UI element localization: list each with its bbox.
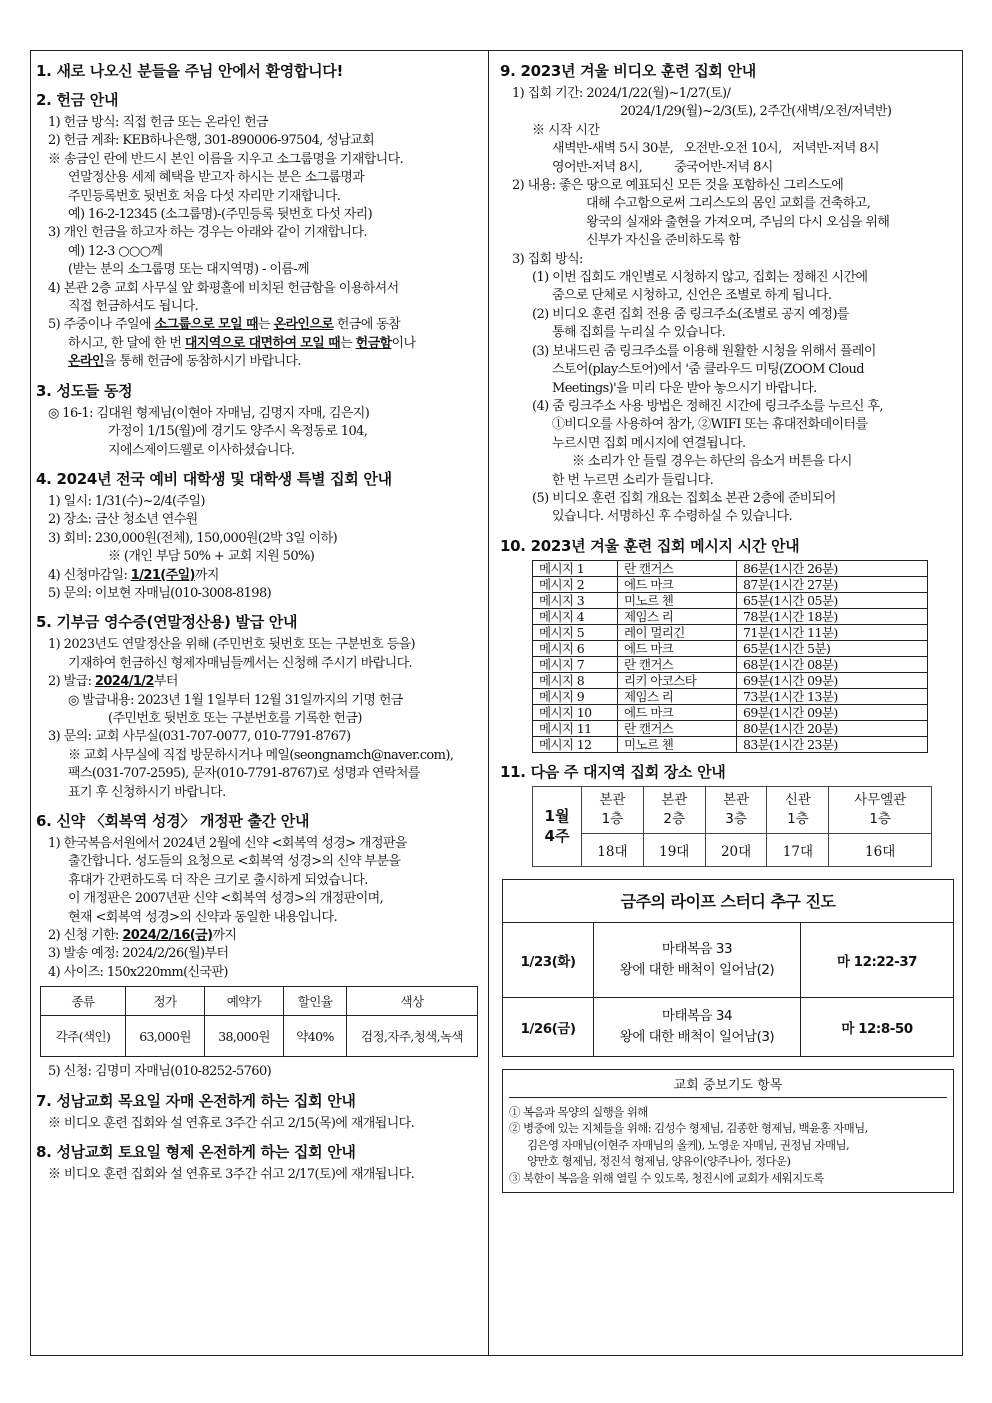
training-line: ※ 시작 시간 <box>532 122 600 138</box>
cell: 38,000원 <box>205 1016 284 1057</box>
section-video-training <box>500 60 956 527</box>
text: 2층 <box>663 810 686 827</box>
venue-name <box>767 786 829 833</box>
section-title: 2. 헌금 안내 <box>36 91 119 109</box>
receipt-line: ◎ 발급내용: 2023년 1월 1일부터 12월 31일까지의 기명 헌금 <box>68 692 403 708</box>
news-line: 가정이 1/15(월)에 경기도 양주시 옥정동로 104, <box>108 424 368 440</box>
message-speaker: 미노르 첸 <box>618 736 737 752</box>
section-donation-receipt <box>36 611 482 802</box>
training-line: (1) 이번 집회도 개인별로 시청하지 않고, 집회는 정해진 시간에 <box>532 270 868 286</box>
training-line: 있습니다. 서명하신 후 수령하실 수 있습니다. <box>552 509 792 525</box>
bible-price-table <box>40 986 478 1057</box>
text: 4) 신청마감일: <box>48 567 131 583</box>
message-number: 메시지 12 <box>533 736 618 752</box>
message-duration: 83분(1시간 23분) <box>737 736 928 752</box>
section-title: 7. 성남교회 목요일 자매 온전하게 하는 집회 안내 <box>36 1091 356 1110</box>
meeting-note: ※ 비디오 훈련 집회와 설 연휴로 3주간 쉬고 2/15(목)에 재개됩니다. <box>48 1115 415 1131</box>
header-cell: 종류 <box>41 987 126 1016</box>
training-line: 2024/1/29(월)~2/3(토), 2주간(새벽/오전/저녁반) <box>620 104 892 120</box>
text: 1월 <box>544 807 570 826</box>
message-speaker: 제임스 리 <box>618 688 737 704</box>
bible-contact: 5) 신청: 김명미 자매님(010-8252-5760) <box>48 1064 272 1080</box>
news-line: ◎ 16-1: 김대원 형제님(이현아 자매님, 김명지 자매, 김은지) <box>48 405 370 421</box>
section-title: 3. 성도들 동정 <box>36 381 133 400</box>
message-duration: 86분(1시간 26분) <box>737 560 928 576</box>
training-line: 2) 내용: 좋은 땅으로 예표되신 모든 것을 포함하신 그리스도에 <box>512 178 844 194</box>
message-duration: 68분(1시간 08분) <box>737 656 928 672</box>
offering-method: 1) 헌금 방식: 직접 헌금 또는 온라인 헌금 <box>48 115 269 130</box>
message-duration: 80분(1시간 20분) <box>737 720 928 736</box>
emphasis: 1/21(주일) <box>130 567 195 583</box>
receipt-line: 기재하여 헌금하신 형제자매님들께서는 신청해 주시기 바랍니다. <box>68 655 413 671</box>
text: 까지 <box>194 567 219 583</box>
message-speaker: 란 캔거스 <box>618 720 737 736</box>
venue-name <box>705 786 767 833</box>
emphasis: 대지역으로 대면하여 모일 때 <box>184 335 341 351</box>
text: 사무엘관 <box>854 791 907 808</box>
bible-line: 1) 한국복음서원에서 2024년 2월에 신약 <회복역 성경> 개정판을 <box>48 836 407 851</box>
emphasis: 2024/1/2 <box>94 674 154 690</box>
life-reference: 마 12:8-50 <box>801 997 954 1056</box>
table-row <box>533 592 928 608</box>
training-line: 스토어(play스토어)에서 '줌 클라우드 미팅(ZOOM Cloud <box>552 362 864 378</box>
section-title: 1. 새로 나오신 분들을 주님 안에서 환영합니다! <box>36 62 344 80</box>
table-row <box>533 576 928 592</box>
section-message-times <box>500 535 956 753</box>
header-cell: 색상 <box>347 987 478 1016</box>
cell: 63,000원 <box>126 1016 205 1057</box>
emphasis: 온라인 <box>68 354 104 370</box>
message-speaker: 미노르 첸 <box>618 592 737 608</box>
training-line: ※ 소리가 안 들릴 경우는 하단의 음소거 버튼을 다시 <box>572 454 852 470</box>
text: 는 <box>257 317 274 333</box>
venue-header-row <box>533 786 932 833</box>
message-number: 메시지 1 <box>533 560 618 576</box>
training-line: (2) 비디오 훈련 집회 전용 줌 링크주소(조별로 공지 예정)를 <box>532 306 849 322</box>
section-student-conference <box>36 468 482 603</box>
message-duration: 65분(1시간 5분) <box>737 640 928 656</box>
training-line: 누르시면 집회 메시지에 연결됩니다. <box>552 435 746 451</box>
emphasis: 소그룹으로 모일 때 <box>154 317 258 333</box>
section-offering <box>36 89 482 372</box>
text: 마태복음 34 <box>661 1007 733 1024</box>
offering-guide <box>36 335 482 353</box>
text: 헌금에 동참 <box>333 317 401 333</box>
training-line: 왕국의 실재와 출현을 가져오며, 주님의 다시 오심을 위해 <box>586 214 890 230</box>
receipt-contact: 3) 문의: 교회 사무실(031-707-0077, 010-7791-8767) <box>48 729 351 745</box>
text: 2) 신청 기한: <box>48 928 123 944</box>
training-line: 1) 집회 기간: 2024/1/22(월)~1/27(토)/ <box>512 86 731 101</box>
header-cell: 정가 <box>126 987 205 1016</box>
life-row <box>503 997 954 1056</box>
bible-line: 현재 <회복역 성경>의 신약과 동일한 내용입니다. <box>68 909 337 925</box>
text: 하시고, 한 달에 한 번 <box>68 335 185 351</box>
section-sisters-meeting <box>36 1090 482 1133</box>
receipt-line: 표기 후 신청하시기 바랍니다. <box>68 784 226 800</box>
prayer-box <box>502 1069 954 1194</box>
text: 왕에 대한 배척이 일어남(2) <box>619 961 775 978</box>
venue-count: 19대 <box>643 833 705 866</box>
cell: 각주(색인) <box>41 1016 126 1057</box>
message-number: 메시지 3 <box>533 592 618 608</box>
training-line: ①비디오를 사용하여 참가, ②WIFI 또는 휴대전화데이터를 <box>552 417 868 433</box>
text: 4주 <box>544 827 570 846</box>
prayer-item: ③ 북한이 복음을 위해 열릴 수 있도록, 청진시에 교회가 세워지도록 <box>509 1170 824 1185</box>
offering-note: ※ 송금인 란에 반드시 본인 이름을 지우고 소그룹명을 기재합니다. <box>48 151 404 167</box>
offering-personal: 3) 개인 헌금을 하고자 하는 경우는 아래와 같이 기재합니다. <box>48 225 367 241</box>
life-study-title: 금주의 라이프 스터디 추구 진도 <box>503 879 954 922</box>
training-line: 영어반-저녁 8시, 중국어반-저녁 8시 <box>552 159 773 175</box>
header-cell: 할인율 <box>284 987 347 1016</box>
text: 이나 <box>391 335 416 351</box>
venue-count-row <box>533 833 932 866</box>
text: 3층 <box>725 810 747 827</box>
message-duration: 69분(1시간 09분) <box>737 672 928 688</box>
venue-name <box>643 786 705 833</box>
message-speaker: 에드 마크 <box>618 576 737 592</box>
receipt-line: ※ 교회 사무실에 직접 방문하시거나 메일(seongnamch@naver.com), <box>68 747 454 763</box>
section-members-news <box>36 380 482 460</box>
venue-count: 20대 <box>705 833 767 866</box>
text: 본관 <box>661 791 688 808</box>
message-speaker: 리키 아코스타 <box>618 672 737 688</box>
section-title: 9. 2023년 겨울 비디오 훈련 집회 안내 <box>500 62 756 80</box>
training-line: Meetings)'을 미리 다운 받아 놓으시기 바랍니다. <box>552 380 817 396</box>
conf-place: 2) 장소: 금산 청소년 연수원 <box>48 512 198 528</box>
venue-table <box>532 786 932 867</box>
training-line: (4) 줌 링크주소 사용 방법은 정해진 시간에 링크주소를 누르신 후, <box>532 398 883 414</box>
receipt-line: 1) 2023년도 연말정산을 위해 (주민번호 뒷번호 또는 구분번호 등을) <box>48 637 416 653</box>
offering-guide <box>36 353 482 371</box>
message-number: 메시지 5 <box>533 624 618 640</box>
training-line: (3) 보내드린 줌 링크주소를 이용해 원활한 시청을 위해서 플레이 <box>532 343 876 359</box>
offering-example: 예) 12-3 ○○○께 <box>68 243 163 259</box>
table-row <box>533 624 928 640</box>
offering-guide <box>36 316 482 334</box>
text: 마태복음 33 <box>661 940 733 957</box>
section-venue <box>500 761 956 867</box>
message-duration: 69분(1시간 09분) <box>737 704 928 720</box>
life-reference: 마 12:22-37 <box>801 922 954 997</box>
venue-count: 16대 <box>829 833 932 866</box>
text: 부터 <box>153 674 178 690</box>
text: 2) 발급: <box>48 674 95 690</box>
receipt-line: 팩스(031-707-2595), 문자(010-7791-8767)로 성명과 연락처를 <box>68 766 420 782</box>
text: 본관 <box>723 791 750 808</box>
bible-deadline <box>36 927 482 945</box>
offering-box: 4) 본관 2층 교회 사무실 앞 화평홀에 비치된 헌금함을 이용하셔서 <box>48 280 399 296</box>
table-row <box>533 608 928 624</box>
section-title: 5. 기부금 영수증(연말정산용) 발급 안내 <box>36 613 298 632</box>
header-cell: 예약가 <box>205 987 284 1016</box>
message-duration: 73분(1시간 13분) <box>737 688 928 704</box>
offering-account: 2) 헌금 계좌: KEB하나은행, 301-890006-97504, 성남교회 <box>48 133 375 149</box>
section-welcome <box>36 60 482 81</box>
emphasis: 헌금함 <box>355 335 392 351</box>
offering-note: 주민등록번호 뒷번호 처음 다섯 자리만 기재합니다. <box>68 188 341 204</box>
section-title: 8. 성남교회 토요일 형제 온전하게 하는 집회 안내 <box>36 1143 356 1162</box>
week-label <box>533 786 582 866</box>
table-row <box>533 672 928 688</box>
bible-line: 4) 사이즈: 150x220mm(신국판) <box>48 964 228 980</box>
text: 왕에 대한 배척이 일어남(3) <box>619 1028 775 1045</box>
offering-example: 예) 16-2-12345 (소그룹명)-(주민등록 뒷번호 다섯 자리) <box>68 207 373 223</box>
message-duration: 87분(1시간 27분) <box>737 576 928 592</box>
message-speaker: 에드 마크 <box>618 640 737 656</box>
message-number: 메시지 2 <box>533 576 618 592</box>
message-speaker: 란 캔거스 <box>618 560 737 576</box>
text: 본관 <box>599 791 626 808</box>
message-number: 메시지 7 <box>533 656 618 672</box>
table-row <box>533 736 928 752</box>
venue-name <box>582 786 644 833</box>
training-line: (5) 비디오 훈련 집회 개요는 집회소 본관 2층에 준비되어 <box>532 490 836 506</box>
training-line: 통해 집회를 누리실 수 있습니다. <box>552 325 726 341</box>
table-row <box>533 640 928 656</box>
message-time-table <box>532 560 928 753</box>
message-number: 메시지 4 <box>533 608 618 624</box>
message-duration: 65분(1시간 05분) <box>737 592 928 608</box>
conf-contact: 5) 문의: 이보현 자매님(010-3008-8198) <box>48 585 272 601</box>
section-brothers-meeting <box>36 1141 482 1184</box>
message-duration: 78분(1시간 18분) <box>737 608 928 624</box>
offering-box: 직접 헌금하셔도 됩니다. <box>68 299 199 315</box>
text: 신관 <box>784 791 811 808</box>
bible-line: 이 개정판은 2007년판 신약 <회복역 성경>의 개정판이며, <box>68 891 384 907</box>
training-line: 대해 수고함으로써 그리스도의 몸인 교회를 건축하고, <box>586 196 871 212</box>
conf-deadline <box>36 567 482 585</box>
table-row <box>533 704 928 720</box>
news-line: 지에스제이드웰로 이사하셨습니다. <box>108 442 295 458</box>
right-column <box>500 58 956 1193</box>
section-bible-edition <box>36 810 482 1082</box>
table-row <box>533 560 928 576</box>
venue-count: 18대 <box>582 833 644 866</box>
text: 을 통해 헌금에 동참하시기 바랍니다. <box>103 354 301 370</box>
emphasis: 2024/2/16(금) <box>122 928 213 944</box>
message-speaker: 란 캔거스 <box>618 656 737 672</box>
section-title: 4. 2024년 전국 예비 대학생 및 대학생 특별 집회 안내 <box>36 469 392 488</box>
cell: 약40% <box>284 1016 347 1057</box>
prayer-item: ① 복음과 목양의 실행을 위해 <box>509 1104 648 1119</box>
column-divider <box>488 50 489 1356</box>
message-number: 메시지 11 <box>533 720 618 736</box>
left-column <box>36 58 482 1192</box>
training-line: 줌으로 단체로 시청하고, 신언은 조별로 하게 됩니다. <box>552 288 832 304</box>
receipt-issue <box>36 673 482 691</box>
bible-line: 휴대가 간편하도록 더 작은 크기로 출시하게 되었습니다. <box>68 872 368 888</box>
conf-fee: 3) 회비: 230,000원(전체), 150,000원(2박 3일 이하) <box>48 530 338 546</box>
life-topic <box>594 922 801 997</box>
training-line: 한 번 누르면 소리가 들립니다. <box>552 472 714 488</box>
text: 까지 <box>212 928 237 944</box>
cell: 검정,자주,청색,녹색 <box>347 1016 478 1057</box>
message-speaker: 레이 멀리긴 <box>618 624 737 640</box>
offering-note: 연말정산용 세제 혜택을 받고자 하시는 분은 소그룹명과 <box>68 170 365 186</box>
table-row <box>533 656 928 672</box>
section-title: 11. 다음 주 대지역 집회 장소 안내 <box>500 762 726 781</box>
offering-example: (받는 분의 소그룹명 또는 대지역명) - 이름-께 <box>68 262 310 278</box>
venue-count: 17대 <box>767 833 829 866</box>
meeting-note: ※ 비디오 훈련 집회와 설 연휴로 3주간 쉬고 2/17(토)에 재개됩니다. <box>48 1167 415 1183</box>
bible-line: 출간합니다. 성도들의 요청으로 <회복역 성경>의 신약 부분을 <box>68 854 401 870</box>
receipt-line: (주민번호 뒷번호 또는 구분번호를 기록한 헌금) <box>108 710 362 726</box>
prayer-item: 김은영 자매님(이현주 자매님의 올케), 노영운 자매님, 권정님 자매님, <box>527 1137 850 1152</box>
life-study-table <box>502 879 954 1057</box>
conf-fee-note: ※ (개인 부담 50% + 교회 지원 50%) <box>108 549 315 565</box>
message-number: 메시지 10 <box>533 704 618 720</box>
training-line: 신부가 자신을 준비하도록 함 <box>586 233 741 249</box>
life-date: 1/23(화) <box>503 922 594 997</box>
bible-line: 3) 발송 예정: 2024/2/26(월)부터 <box>48 946 229 962</box>
table-row <box>41 1016 478 1057</box>
text: 는 <box>340 335 356 351</box>
table-row <box>533 720 928 736</box>
table-header-row <box>41 987 478 1016</box>
training-line: 3) 집회 방식: <box>512 251 583 267</box>
life-topic <box>594 997 801 1056</box>
venue-name <box>829 786 932 833</box>
life-title-row <box>503 879 954 922</box>
text: 1층 <box>787 810 809 827</box>
message-speaker: 제임스 리 <box>618 608 737 624</box>
message-duration: 71분(1시간 11분) <box>737 624 928 640</box>
life-row <box>503 922 954 997</box>
text: 1층 <box>601 810 624 827</box>
table-row <box>533 688 928 704</box>
prayer-title: 교회 중보기도 항목 <box>509 1074 947 1098</box>
prayer-item: 양만호 형제님, 정진석 형제님, 양유이(양주나아, 정다운) <box>527 1154 791 1169</box>
emphasis: 온라인으로 <box>273 317 334 333</box>
life-date: 1/26(금) <box>503 997 594 1056</box>
section-title: 6. 신약 〈회복역 성경〉 개정판 출간 안내 <box>36 812 310 830</box>
section-title: 10. 2023년 겨울 훈련 집회 메시지 시간 안내 <box>500 536 800 555</box>
conf-date: 1) 일시: 1/31(수)~2/4(주일) <box>48 493 205 509</box>
message-number: 메시지 8 <box>533 672 618 688</box>
message-speaker: 에드 마크 <box>618 704 737 720</box>
message-number: 메시지 6 <box>533 640 618 656</box>
text: 1층 <box>869 810 891 827</box>
prayer-item: ② 병중에 있는 지체들을 위해: 김성수 형제님, 김종한 형제님, 백윤홍 자매님, <box>509 1121 868 1136</box>
training-line: 새벽반-새벽 5시 30분, 오전반-오전 10시, 저녁반-저녁 8시 <box>552 141 879 157</box>
message-number: 메시지 9 <box>533 688 618 704</box>
text: 5) 주중이나 주일에 <box>48 317 155 333</box>
